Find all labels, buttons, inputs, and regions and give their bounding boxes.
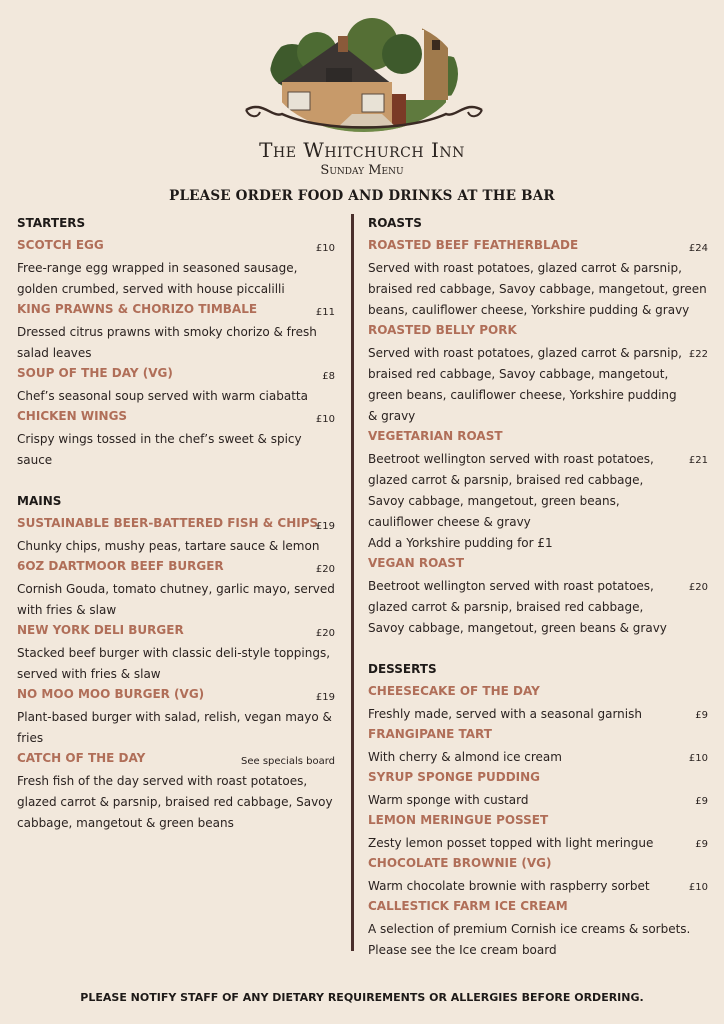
right-column <box>368 214 708 961</box>
column-divider <box>351 214 354 951</box>
menu-item-name: NO MOO MOO BURGER (VG) £19 <box>17 685 335 707</box>
menu-item-price: £11 <box>315 307 335 318</box>
menu-item-description: Chunky chips, mushy peas, tartare sauce & lemon <box>17 539 320 553</box>
left-column <box>17 214 335 834</box>
menu-item-row <box>368 747 708 768</box>
menu-item-row <box>368 833 708 854</box>
menu-item-description: Warm chocolate brownie with raspberry sorbet <box>368 879 650 893</box>
menu-item-name: NEW YORK DELI BURGER £20 <box>17 621 335 643</box>
desserts-heading: DESSERTS <box>368 662 437 676</box>
menu-item-description: Plant-based burger with salad, relish, vegan mayo & fries <box>17 710 332 745</box>
menu-subtitle: Sunday Menu <box>320 163 404 178</box>
menu-item-price: £9 <box>695 839 708 850</box>
menu-item-row <box>368 704 708 725</box>
menu-item-price: £20 <box>688 582 708 593</box>
menu-item-name: FRANGIPANE TART <box>368 727 492 741</box>
menu-item-description: Dressed citrus prawns with smoky chorizo & fresh salad leaves <box>17 325 317 360</box>
menu-item-description: Chef’s seasonal soup served with warm ciabatta <box>17 389 308 403</box>
menu-item-price: £10 <box>315 414 335 425</box>
menu-item-description: Warm sponge with custard <box>368 793 529 807</box>
menu-item-price: £9 <box>695 796 708 807</box>
menu-item-description: Fresh fish of the day served with roast potatoes, glazed carrot & parsnip, braised red cabbage, Savoy cabbage, mangetout & green beans <box>17 774 333 830</box>
menu-item-name: VEGAN ROAST <box>368 556 465 570</box>
menu-item-price: £21 <box>688 455 708 466</box>
menu-item-name: CHICKEN WINGS £10 <box>17 407 335 429</box>
menu-item-description: Freshly made, served with a seasonal garnish <box>368 707 642 721</box>
menu-item-name: SYRUP SPONGE PUDDING <box>368 770 541 784</box>
menu-item-row <box>368 449 708 533</box>
menu-item-name: CALLESTICK FARM ICE CREAM <box>368 899 568 913</box>
menu-item-name: CHOCOLATE BROWNIE (VG) <box>368 856 552 870</box>
menu-item-name: SCOTCH EGG £10 <box>17 236 335 258</box>
menu-item-price: £20 <box>315 564 335 575</box>
menu-item-price: £10 <box>688 882 708 893</box>
menu-item-price: £22 <box>688 349 708 360</box>
menu-item-price: £20 <box>315 628 335 639</box>
menu-item-price: See specials board <box>241 756 335 767</box>
menu-item-row <box>368 790 708 811</box>
menu-item-description: With cherry & almond ice cream <box>368 750 562 764</box>
menu-item-description: A selection of premium Cornish ice creams & sorbets. Please see the Ice cream board <box>368 922 691 957</box>
menu-item-name: KING PRAWNS & CHORIZO TIMBALE £11 <box>17 300 335 322</box>
order-at-bar-note: PLEASE ORDER FOOD AND DRINKS AT THE BAR <box>169 188 555 204</box>
menu-item-name: ROASTED BELLY PORK <box>368 323 517 337</box>
roasts-heading: ROASTS <box>368 216 422 230</box>
menu-item-description: Stacked beef burger with classic deli-style toppings, served with fries & slaw <box>17 646 331 681</box>
menu-item-name: CATCH OF THE DAY See specials board <box>17 749 335 771</box>
yorkshire-pudding-addon: Add a Yorkshire pudding for £1 <box>368 536 553 550</box>
menu-item-name: VEGETARIAN ROAST <box>368 429 503 443</box>
menu-item-name: SOUP OF THE DAY (VG) £8 <box>17 364 335 386</box>
menu-item-price: £9 <box>695 710 708 721</box>
menu-item-description: Cornish Gouda, tomato chutney, garlic mayo, served with fries & slaw <box>17 582 335 617</box>
menu-item-description: Zesty lemon posset topped with light meringue <box>368 836 654 850</box>
starters-heading: STARTERS <box>17 216 86 230</box>
menu-item-name: ROASTED BEEF FEATHERBLADE £24 <box>368 236 708 258</box>
menu-item-description: Free-range egg wrapped in seasoned sausage, golden crumbed, served with house piccalilli <box>17 261 298 296</box>
inn-illustration-logo <box>242 14 486 142</box>
menu-item-price: £8 <box>322 371 335 382</box>
menu-item-price: £19 <box>315 521 335 532</box>
menu-item-description: Served with roast potatoes, glazed carrot & parsnip, braised red cabbage, Savoy cabbage, mangetout, green beans, cauliflower cheese, Yorkshire pudding & gravy <box>368 261 707 317</box>
menu-item-price: £10 <box>315 243 335 254</box>
menu-item-name: LEMON MERINGUE POSSET <box>368 813 549 827</box>
menu-item-price: £24 <box>688 243 708 254</box>
menu-item-description: Served with roast potatoes, glazed carrot & parsnip, braised red cabbage, Savoy cabbage, mangetout, green beans, cauliflower cheese, Yorkshire pudding & gravy <box>368 346 682 423</box>
menu-item-description: Beetroot wellington served with roast potatoes, glazed carrot & parsnip, braised red cabbage, Savoy cabbage, mangetout, green beans & gravy <box>368 579 667 635</box>
menu-item-description: Beetroot wellington served with roast potatoes, glazed carrot & parsnip, braised red cabbage, Savoy cabbage, mangetout, green beans, cauliflower cheese & gravy <box>368 452 654 529</box>
menu-item-name: 6OZ DARTMOOR BEEF BURGER £20 <box>17 557 335 579</box>
menu-item-description: Crispy wings tossed in the chef’s sweet & spicy sauce <box>17 432 302 467</box>
menu-item-row <box>368 576 708 639</box>
allergy-notice: PLEASE NOTIFY STAFF OF ANY DIETARY REQUIREMENTS OR ALLERGIES BEFORE ORDERING. <box>80 991 644 1004</box>
inn-title: The Whitchurch Inn <box>259 138 465 162</box>
menu-item-price: £19 <box>315 692 335 703</box>
menu-item-row <box>368 343 708 427</box>
menu-item-name: CHEESECAKE OF THE DAY <box>368 684 540 698</box>
menu-item-row <box>368 876 708 897</box>
mains-heading: MAINS <box>17 494 62 508</box>
menu-item-name: SUSTAINABLE BEER-BATTERED FISH & CHIPS £19 <box>17 514 335 536</box>
menu-item-price: £10 <box>688 753 708 764</box>
